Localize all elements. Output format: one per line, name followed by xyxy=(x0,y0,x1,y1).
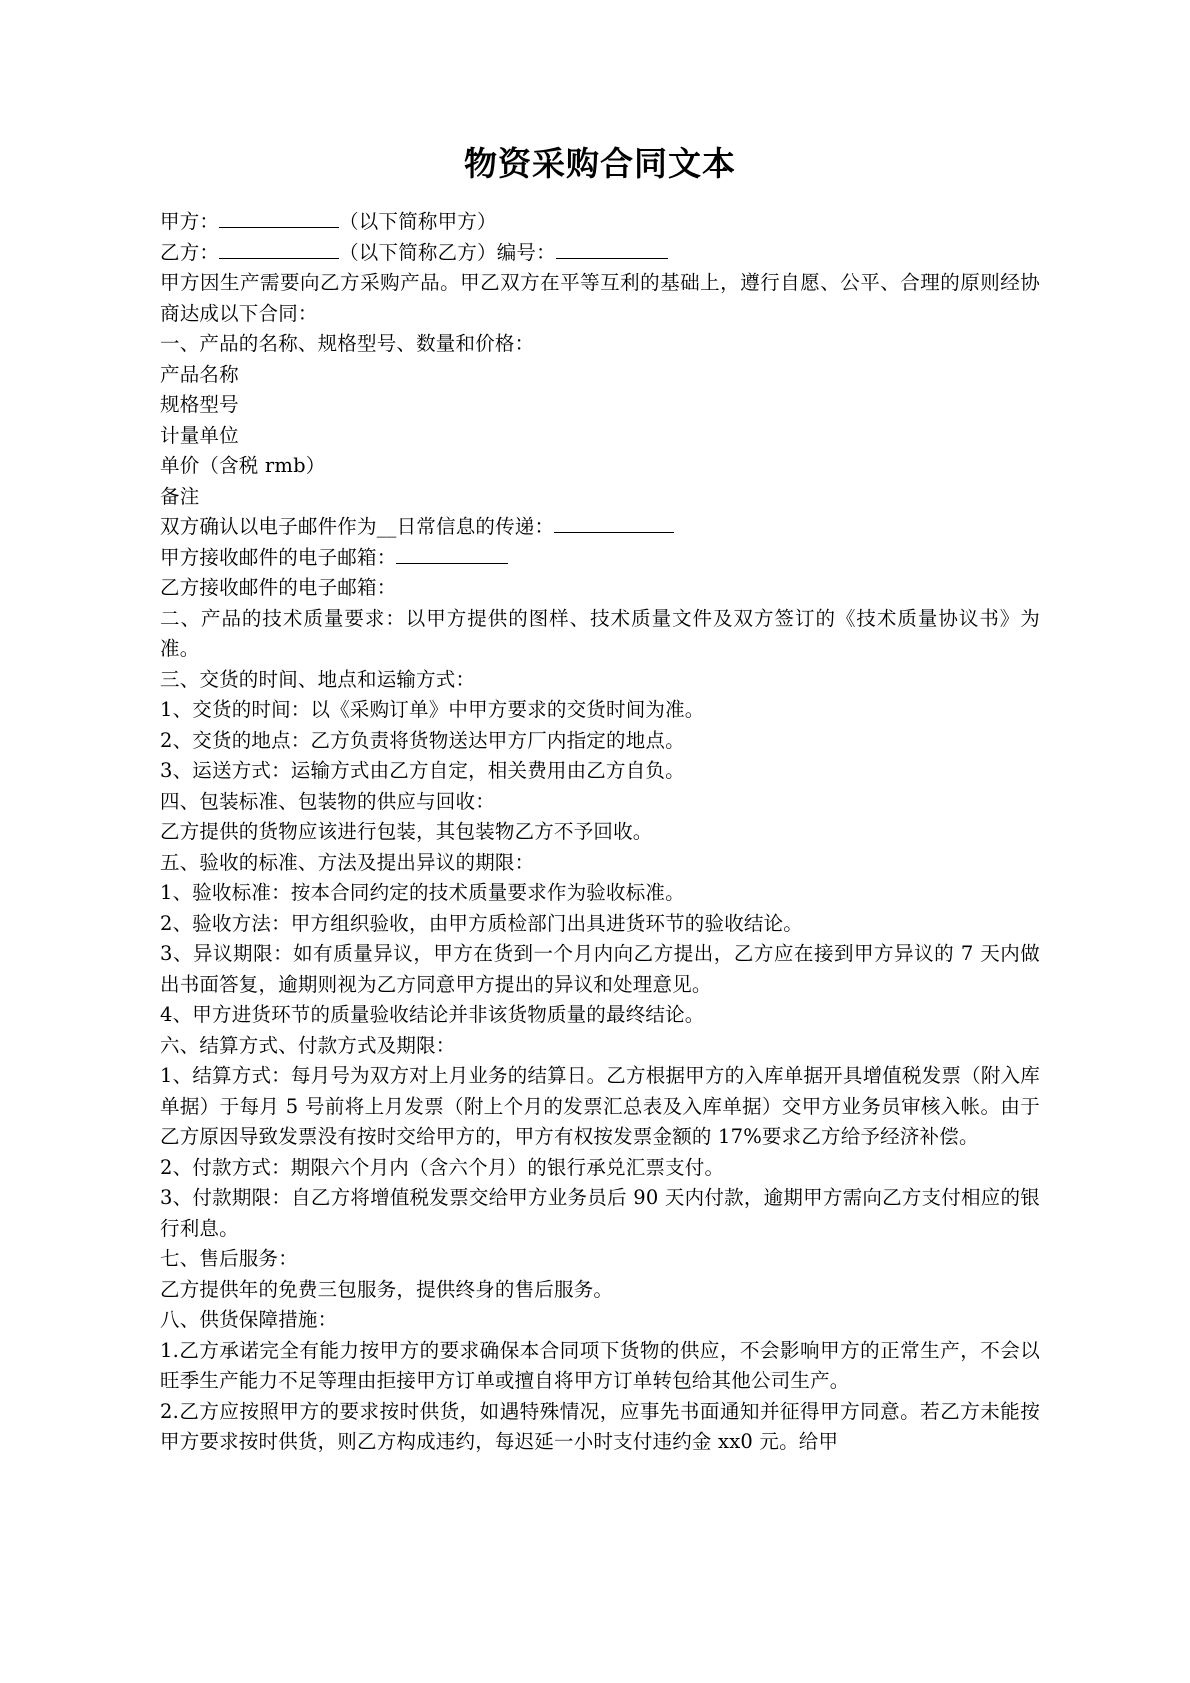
doc-line-sec-3-1: 1、交货的时间：以《采购订单》中甲方要求的交货时间为准。 xyxy=(160,698,705,721)
doc-line-sec-3-2: 2、交货的地点：乙方负责将货物送达甲方厂内指定的地点。 xyxy=(160,728,685,752)
doc-line-item-remark: 备注 xyxy=(160,484,200,508)
line-text-before: 乙方： xyxy=(160,240,220,264)
doc-line-item-model: 规格型号 xyxy=(160,393,239,416)
doc-line-email-confirm xyxy=(160,512,1040,543)
line-text-after: （以下简称甲方） xyxy=(339,210,497,233)
document-body xyxy=(160,207,1040,1458)
fill-in-blank-secondary[interactable] xyxy=(556,238,668,259)
line-text-before: 甲方接收邮件的电子邮箱： xyxy=(160,545,397,569)
doc-line-item-price: 单价（含税 rmb） xyxy=(160,454,326,477)
doc-line-email-b: 乙方接收邮件的电子邮箱： xyxy=(160,576,397,599)
doc-line-sec-1: 一、产品的名称、规格型号、数量和价格： xyxy=(160,332,535,355)
fill-in-blank[interactable] xyxy=(554,513,674,534)
doc-line-sec-4-1: 乙方提供的货物应该进行包装，其包装物乙方不予回收。 xyxy=(160,820,653,843)
doc-line-sec-5: 五、验收的标准、方法及提出异议的期限： xyxy=(160,850,535,874)
doc-line-sec-3-3: 3、运送方式：运输方式由乙方自定，相关费用由乙方自负。 xyxy=(160,759,685,782)
doc-line-sec-6: 六、结算方式、付款方式及期限： xyxy=(160,1033,456,1057)
fill-in-blank[interactable] xyxy=(219,238,339,259)
fill-in-blank[interactable] xyxy=(396,543,508,564)
page-title: 物资采购合同文本 xyxy=(464,144,736,183)
doc-line-sec-2: 二、产品的技术质量要求：以甲方提供的图样、技术质量文件及双方签订的《技术质量协议书》为准。 xyxy=(160,606,1040,660)
line-text-mid: （以下简称乙方）编号： xyxy=(339,240,556,264)
doc-line-sec-5-3: 3、异议期限：如有质量异议，甲方在货到一个月内向乙方提出，乙方应在接到甲方异议的 7 天内做出书面答复，逾期则视为乙方同意甲方提出的异议和处理意见。 xyxy=(160,942,1040,996)
doc-line-sec-8-1: 1.乙方承诺完全有能力按甲方的要求确保本合同项下货物的供应，不会影响甲方的正常生产，不会以旺季生产能力不足等理由拒接甲方订单或擅自将甲方订单转包给其他公司生产。 xyxy=(160,1338,1040,1392)
doc-line-sec-8-2: 2.乙方应按照甲方的要求按时供货，如遇特殊情况，应事先书面通知并征得甲方同意。若乙方未能按甲方要求按时供货，则乙方构成违约，每迟延一小时支付违约金 xx0 元。给甲 xyxy=(160,1399,1040,1453)
doc-line-sec-7-1: 乙方提供年的免费三包服务，提供终身的售后服务。 xyxy=(160,1277,614,1301)
doc-line-sec-6-1: 1、结算方式：每月号为双方对上月业务的结算日。乙方根据甲方的入库单据开具增值税发票（附入库单据）于每月 5 号前将上月发票（附上个月的发票汇总表及入库单据）交甲方业务员审核入帐。由于乙方原因导致发票没有按时交给甲方的，甲方有权按发票金额的 17%要求乙方给予经济补偿。 xyxy=(160,1064,1040,1148)
line-text-before: 双方确认以电子邮件作为__日常信息的传递： xyxy=(160,515,555,538)
doc-line-sec-4: 四、包装标准、包装物的供应与回收： xyxy=(160,789,495,813)
doc-line-sec-5-2: 2、验收方法：甲方组织验收，由甲方质检部门出具进货环节的验收结论。 xyxy=(160,911,804,935)
doc-line-sec-5-1: 1、验收标准：按本合同约定的技术质量要求作为验收标准。 xyxy=(160,881,685,904)
doc-line-sec-6-2: 2、付款方式：期限六个月内（含六个月）的银行承兑汇票支付。 xyxy=(160,1155,725,1179)
doc-line-sec-7: 七、售后服务： xyxy=(160,1247,298,1270)
doc-line-item-name: 产品名称 xyxy=(160,362,239,386)
doc-line-party-b xyxy=(160,238,1040,269)
doc-line-sec-6-3: 3、付款期限：自乙方将增值税发票交给甲方业务员后 90 天内付款，逾期甲方需向乙方支付相应的银行利息。 xyxy=(160,1186,1040,1240)
doc-line-email-a xyxy=(160,543,1040,574)
line-text-before: 甲方： xyxy=(160,210,220,233)
doc-line-party-a xyxy=(160,207,1040,238)
doc-line-item-unit: 计量单位 xyxy=(160,423,239,447)
fill-in-blank[interactable] xyxy=(219,208,339,229)
doc-line-preamble: 甲方因生产需要向乙方采购产品。甲乙双方在平等互利的基础上，遵行自愿、公平、合理的原则经协商达成以下合同： xyxy=(160,271,1040,325)
doc-line-sec-3: 三、交货的时间、地点和运输方式： xyxy=(160,667,476,691)
doc-line-sec-8: 八、供货保障措施： xyxy=(160,1308,338,1331)
doc-line-sec-5-4: 4、甲方进货环节的质量验收结论并非该货物质量的最终结论。 xyxy=(160,1003,705,1026)
